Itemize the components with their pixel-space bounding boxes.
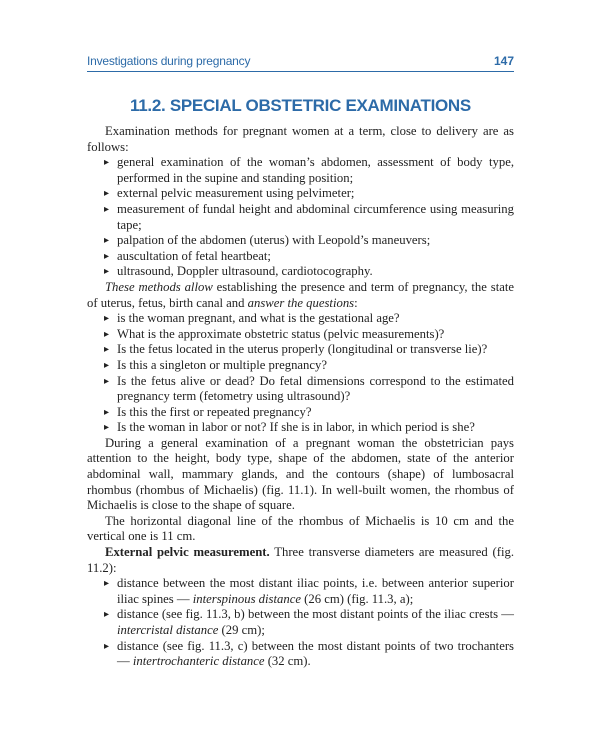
italic-tail: answer the questions: [247, 295, 355, 310]
item-text: distance (see fig. 11.3, c) between the most distant points of two trochanters —: [117, 638, 514, 669]
page-number: 147: [493, 54, 514, 68]
item-text: distance between the most distant iliac points, i.e. between anterior superior iliac spines —: [117, 576, 514, 606]
list-item: [87, 607, 514, 638]
header-rule: [87, 71, 514, 72]
list-item: ▸ palpation of the abdomen (uterus) with Leopold’s maneuvers;: [87, 233, 514, 249]
list-item: ▸ ultrasound, Doppler ultrasound, cardiotocography.: [87, 264, 514, 280]
list-item: ▸ is the woman pregnant, and what is the gestational age?: [87, 311, 514, 327]
list-item: ▸ Is this a singleton or multiple pregnancy?: [87, 358, 514, 374]
page: [87, 52, 514, 670]
list-item: ▸ Is this the first or repeated pregnancy?: [87, 405, 514, 421]
methods-list: [87, 155, 514, 280]
list-item: ▸ measurement of fundal height and abdominal circumference using measuring tape;: [87, 202, 514, 233]
paragraph-end: :: [354, 295, 358, 310]
questions-list: [87, 311, 514, 436]
list-item: [87, 576, 514, 607]
diameters-list: [87, 576, 514, 670]
italic-term: intertrochanteric distance: [132, 654, 265, 669]
general-exam-paragraph: During a general examination of a pregnant woman the obstetrician pays attention to the height, body type, shape of the abdomen, state of the anterior abdominal wall, mammary glands, and the contours (shape) of lumbosacral rhombus (rhombus of Michaelis) (fig. 11.1). In well-built women, the rhombus of Michaelis is close to the shape of square.: [87, 435, 514, 513]
italic-lead: These methods allow: [105, 279, 213, 294]
item-text: (29 cm);: [218, 623, 265, 637]
methods-allow-paragraph: [87, 280, 514, 311]
running-title: Investigations during pregnancy: [87, 54, 251, 68]
pelvic-measurement-paragraph: [87, 545, 514, 576]
running-header: [87, 52, 514, 68]
section-title: 11.2. SPECIAL OBSTETRIC EXAMINATIONS: [130, 96, 471, 115]
paragraph-text: Three transverse diameters are measured (fig. 11.2):: [87, 545, 515, 575]
list-item: ▸ general examination of the woman’s abdomen, assessment of body type, performed in the supine and standing position;: [87, 155, 514, 186]
bold-lead: External pelvic measurement.: [105, 545, 270, 560]
list-item: ▸ Is the fetus alive or dead? Do fetal dimensions correspond to the estimated pregnancy term (fetometry using ultrasound)?: [87, 374, 514, 405]
list-item: ▸ What is the approximate obstetric status (pelvic measurements)?: [87, 327, 514, 343]
intro-paragraph: Examination methods for pregnant women at a term, close to delivery are as follows:: [87, 124, 514, 154]
body-text: [87, 124, 514, 670]
list-item: ▸ external pelvic measurement using pelvimeter;: [87, 186, 514, 202]
italic-term: interspinous distance: [192, 591, 301, 606]
rhombus-paragraph: The horizontal diagonal line of the rhombus of Michaelis is 10 cm and the vertical one is 11 cm.: [87, 513, 514, 544]
italic-term: intercristal distance: [117, 623, 219, 637]
item-text: (32 cm).: [264, 654, 311, 669]
paragraph-text: establishing the presence and term of pregnancy, the state of uterus, fetus, birth canal and: [87, 279, 515, 310]
list-item: ▸ Is the fetus located in the uterus properly (longitudinal or transverse lie)?: [87, 342, 514, 358]
list-item: ▸ auscultation of fetal heartbeat;: [87, 249, 514, 265]
list-item: ▸ Is the woman in labor or not? If she is in labor, in which period is she?: [87, 420, 514, 436]
item-text: distance (see fig. 11.3, b) between the most distant points of the iliac crests —: [117, 607, 514, 622]
list-item: [87, 639, 514, 670]
item-text: (26 cm) (fig. 11.3, a);: [300, 591, 414, 606]
